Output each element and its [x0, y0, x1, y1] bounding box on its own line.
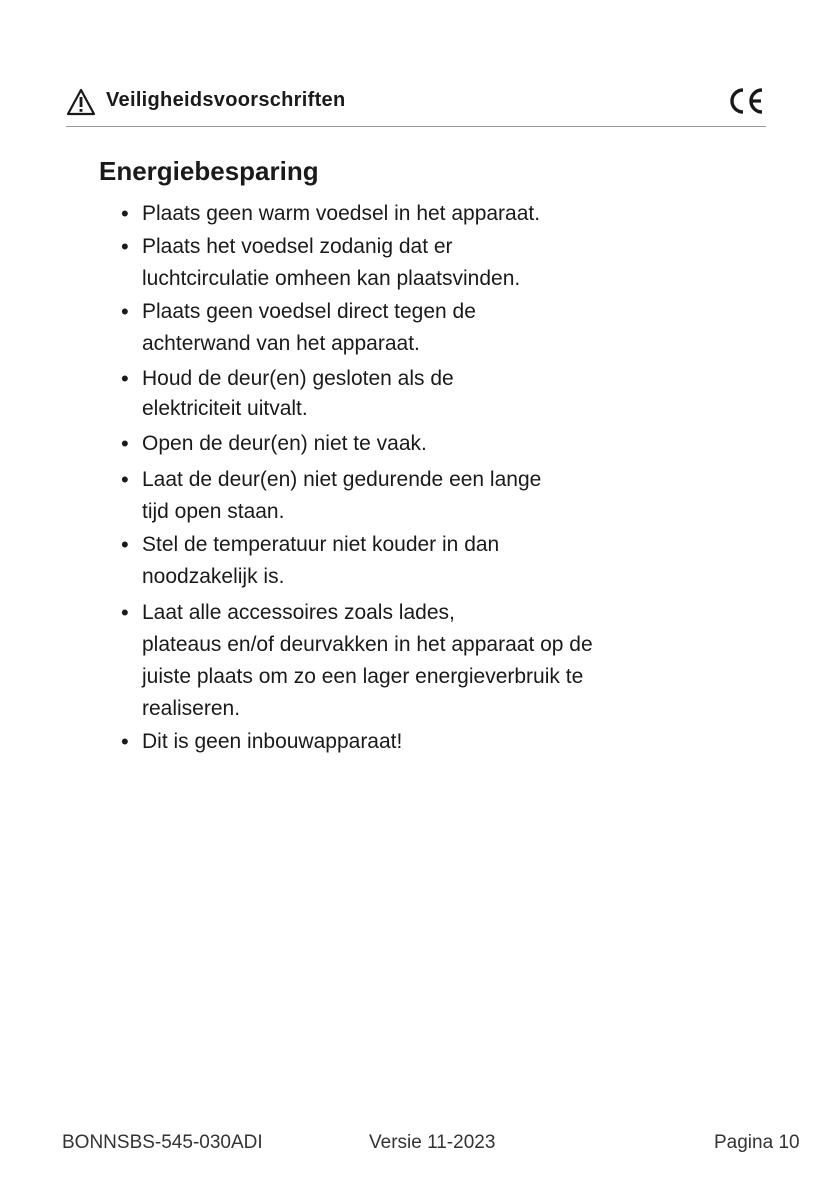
energy-saving-list	[118, 198, 718, 759]
list-item-text: Laat alle accessoires zoals lades, plateaus en/of deurvakken in het apparaat op de juiste plaats om zo een lager energieverbruik te realiseren.	[142, 601, 593, 720]
list-item-text: Laat de deur(en) niet gedurende een lange tijd open staan.	[142, 468, 542, 523]
list-item-text: Plaats het voedsel zodanig dat er luchtcirculatie omheen kan plaatsvinden.	[142, 235, 521, 290]
bullet-dot-icon: •	[121, 600, 129, 625]
list-item	[118, 231, 718, 295]
list-item-text: Dit is geen inbouwapparaat!	[142, 730, 403, 753]
footer-page-number: Pagina 10	[714, 1132, 800, 1153]
list-item	[118, 464, 718, 528]
list-item	[118, 597, 718, 725]
footer-model: BONNSBS-545-030ADI	[62, 1132, 263, 1153]
bullet-dot-icon: •	[121, 299, 129, 324]
bullet-dot-icon: •	[121, 431, 129, 456]
bullet-dot-icon: •	[121, 201, 129, 226]
list-item-text: Stel de temperatuur niet kouder in dan noodzakelijk is.	[142, 533, 500, 588]
bullet-dot-icon: •	[121, 729, 129, 754]
list-item	[118, 364, 718, 424]
list-item	[118, 428, 718, 460]
warning-triangle-icon	[66, 88, 96, 116]
list-item-text: Plaats geen voedsel direct tegen de achterwand van het apparaat.	[142, 300, 476, 355]
bullet-dot-icon: •	[121, 234, 129, 259]
bullet-dot-icon: •	[121, 366, 129, 391]
footer-version: Versie 11-2023	[369, 1132, 496, 1153]
list-item-text: Open de deur(en) niet te vaak.	[142, 432, 427, 455]
bullet-dot-icon: •	[121, 467, 129, 492]
list-item-text: Houd de deur(en) gesloten als de elektriciteit uitvalt.	[142, 367, 454, 420]
list-item-text: Plaats geen warm voedsel in het apparaat.	[142, 202, 541, 225]
header-title: Veiligheidsvoorschriften	[106, 89, 346, 111]
list-item	[118, 296, 718, 360]
list-item	[118, 529, 718, 593]
list-item	[118, 198, 718, 230]
bullet-dot-icon: •	[121, 532, 129, 557]
page-header	[66, 84, 766, 127]
section-title: Energiebesparing	[99, 156, 319, 186]
ce-mark-icon	[726, 84, 766, 118]
list-item	[118, 726, 718, 758]
